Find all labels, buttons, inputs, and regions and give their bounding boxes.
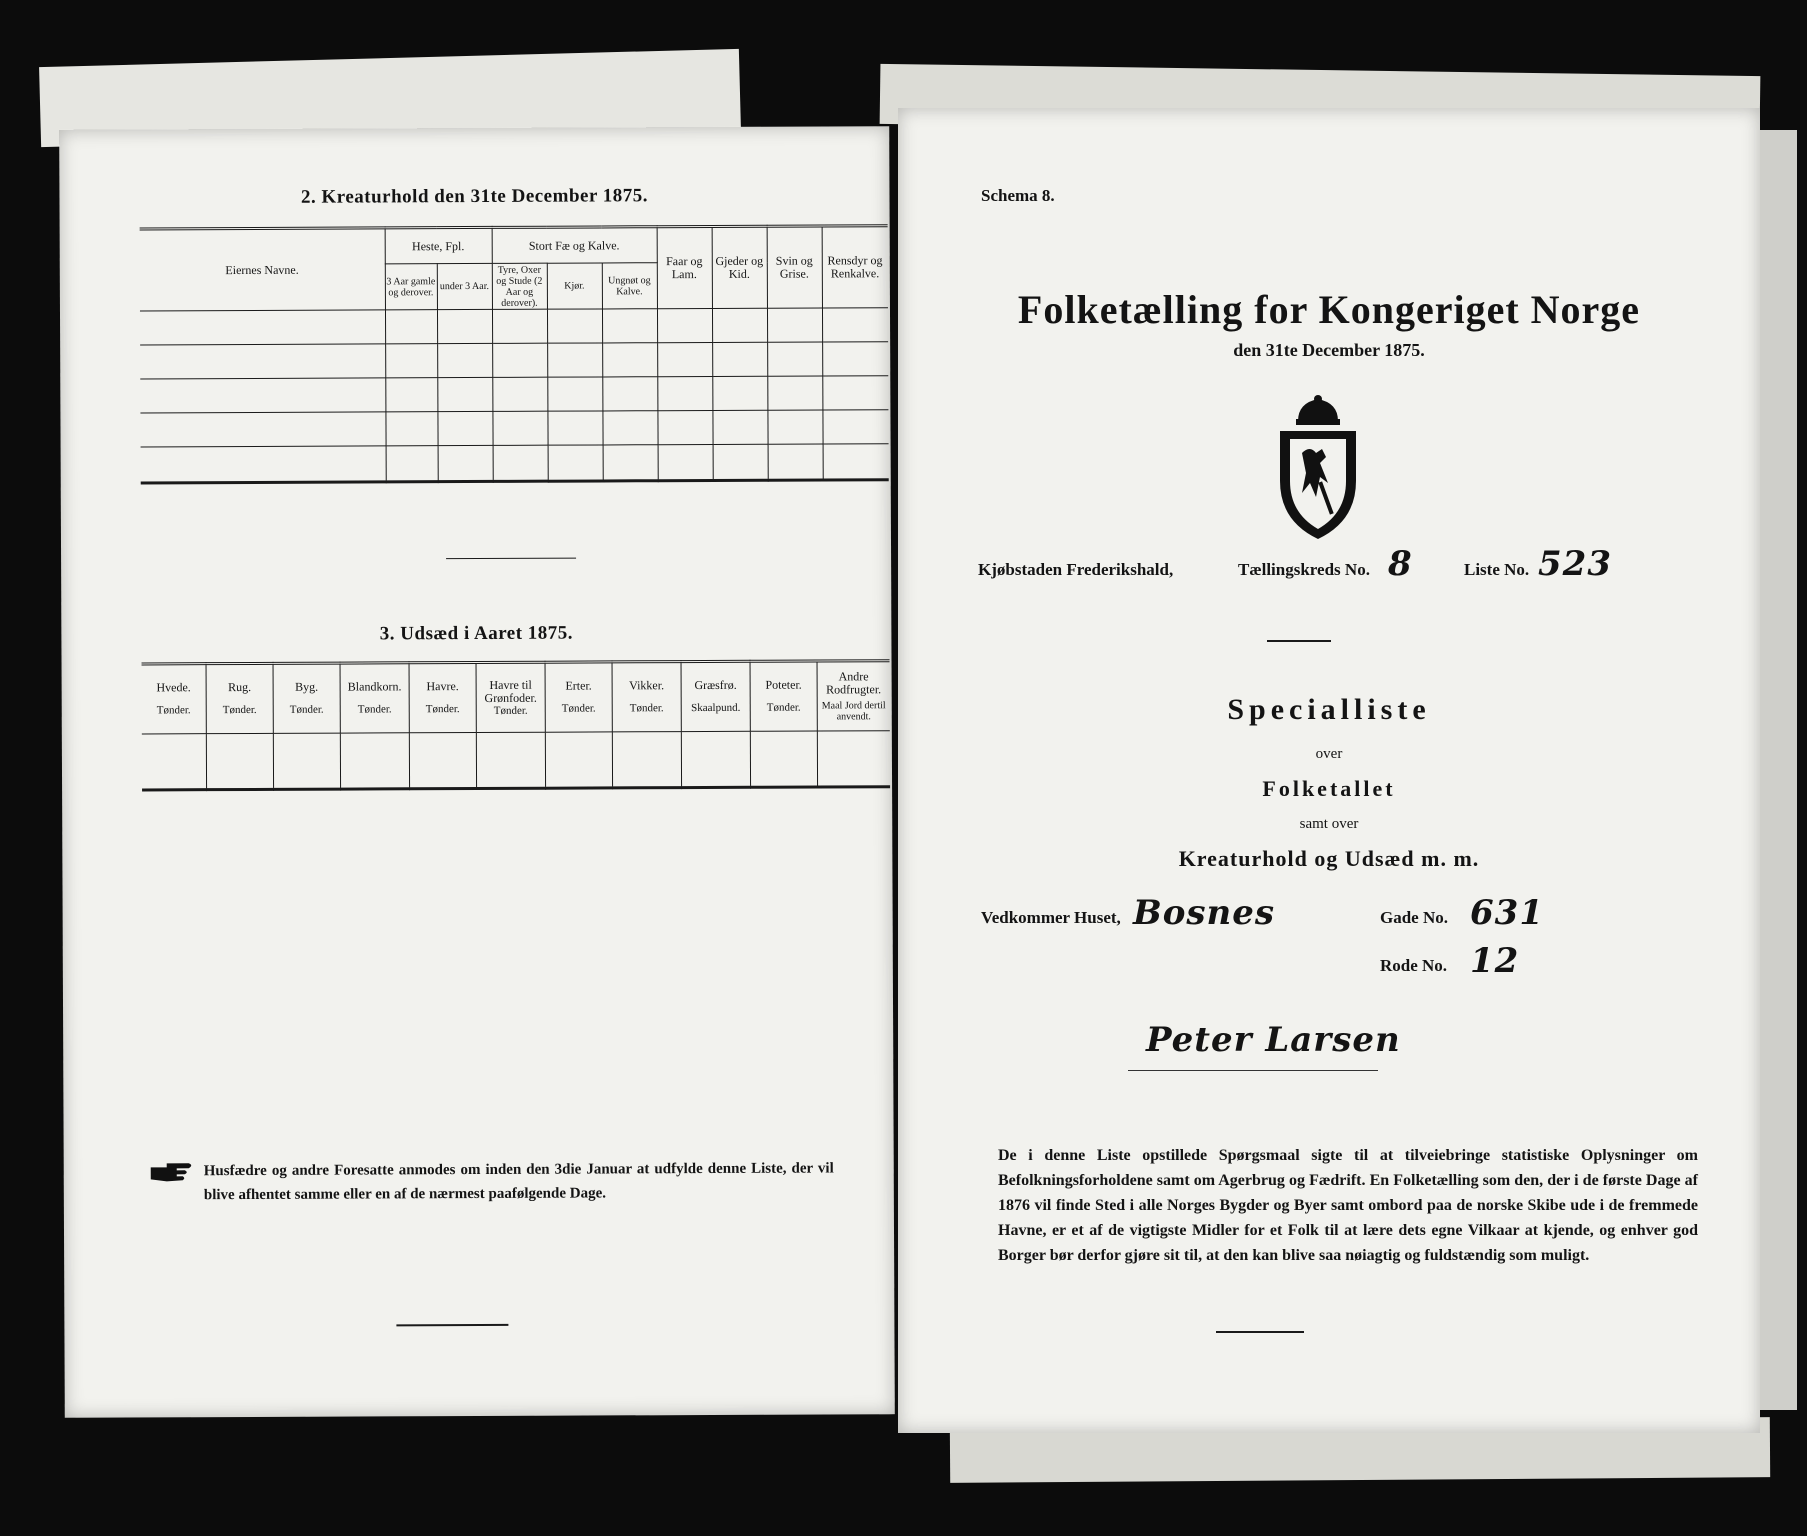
census-date: den 31te December 1875. (1233, 340, 1425, 360)
kreaturhold-text: Kreaturhold og Udsæd m. m. (1178, 846, 1480, 871)
schema-label: Schema 8. (981, 186, 1055, 205)
col-owners: Eiernes Navne. (140, 228, 385, 311)
info-paragraph: De i denne Liste opstillede Spørgsmaal sigte til at tilveiebringe statistiske Oplysninger om Befolkningsforholdene samt om Agerbrug og Fædrift. En Folketælling som den, der i de første Dage af 1876 vil finde Sted i alle Norges Bygder og Byer samt ombord paa de norske Skibe ude i de fremmede Havne, er et af de vigtigste Midler for et Folk til at lære dets egne Vilkaar at kjende, og enhver god Borger bør derfor gjøre sit til, at den kan blive saa nøiagtig og fuldstændig som muligt. (998, 1147, 1698, 1264)
list-number: 523 (1538, 544, 1612, 584)
divider-bottom-right (1216, 1331, 1304, 1333)
col-cattle-cows: Kjør. (547, 263, 602, 309)
table-row (141, 444, 889, 483)
coat-of-arms-icon (1258, 393, 1378, 543)
table-row (140, 410, 888, 447)
col-vikker: Vikker. Tønder. (612, 662, 681, 732)
table-row (140, 376, 888, 413)
col-havre: Havre. Tønder. (409, 663, 476, 733)
col-reindeer: Rensdyr og Renkalve. (822, 226, 888, 308)
col-blandkorn: Blandkorn. Tønder. (340, 663, 409, 733)
house-name: Bosnes (1133, 893, 1276, 933)
specialliste-heading: Specialliste (1227, 693, 1431, 726)
col-andre-rodfrugter: Andre Rodfrugter. Maal Jord dertil anvendt. (817, 661, 890, 731)
divider-title (1267, 640, 1331, 642)
census-title: Folketælling for Kongeriget Norge (1017, 287, 1641, 332)
rode-number: 12 (1470, 941, 1520, 981)
district-number: 8 (1388, 544, 1413, 584)
col-horses-old: 3 Aar gamle og derover. (385, 264, 437, 310)
col-poteter: Poteter. Tønder. (750, 661, 817, 731)
town-label: Kjøbstaden Frederikshald, (978, 560, 1174, 579)
table-row (142, 731, 890, 790)
house-label: Vedkommer Huset, (981, 908, 1121, 927)
col-hvede: Hvede. Tønder. (142, 664, 207, 734)
col-havre-gronfoder: Havre til Grønfoder. Tønder. (476, 662, 545, 732)
rode-label: Rode No. (1380, 956, 1448, 975)
signature-underline (1128, 1070, 1378, 1071)
table-row (140, 342, 888, 379)
table-row (140, 308, 888, 345)
col-cattle-young: Ungnøt og Kalve. (602, 263, 657, 309)
folketallet-text: Folketallet (1262, 776, 1396, 801)
col-cattle: Stort Fæ og Kalve. (492, 227, 657, 264)
col-graesfro: Græsfrø. Skaalpund. (681, 661, 750, 731)
notice-text: Husfædre og andre Foresatte anmodes om inden den 3die Januar at udfylde denne Liste, der vil blive afhentet samme eller en af de nærmest paafølgende Dage. (203, 1160, 834, 1204)
col-erter: Erter. Tønder. (545, 662, 612, 732)
pointing-hand-icon (149, 1159, 195, 1185)
col-sheep: Faar og Lam. (657, 226, 712, 308)
street-label: Gade No. (1380, 908, 1448, 927)
divider-short (446, 558, 576, 560)
col-byg: Byg. Tønder. (273, 663, 340, 733)
over-text: over (1315, 746, 1343, 762)
col-cattle-bulls: Tyre, Oxer og Stude (2 Aar og derover). (492, 263, 547, 309)
divider-bottom (396, 1324, 508, 1326)
section2-title: 2. Kreaturhold den 31te December 1875. (300, 185, 649, 208)
district-label: Tællingskreds No. (1238, 560, 1370, 579)
section3-title: 3. Udsæd i Aaret 1875. (379, 622, 574, 645)
right-page (898, 108, 1760, 1433)
samt-over-text: samt over (1299, 816, 1359, 832)
street-number: 631 (1470, 893, 1544, 933)
left-page (59, 126, 895, 1418)
col-rug: Rug. Tønder. (206, 663, 273, 733)
signature: Peter Larsen (1146, 1020, 1401, 1060)
list-label: Liste No. (1464, 560, 1530, 579)
underlying-sheet-edge (1755, 130, 1797, 1410)
sowing-table (142, 659, 891, 791)
col-horses-young: under 3 Aar. (437, 263, 492, 309)
col-pigs: Svin og Grise. (767, 226, 822, 308)
livestock-table (140, 224, 889, 484)
col-horses: Heste, Fpl. (385, 227, 492, 263)
col-goats: Gjeder og Kid. (712, 226, 767, 308)
